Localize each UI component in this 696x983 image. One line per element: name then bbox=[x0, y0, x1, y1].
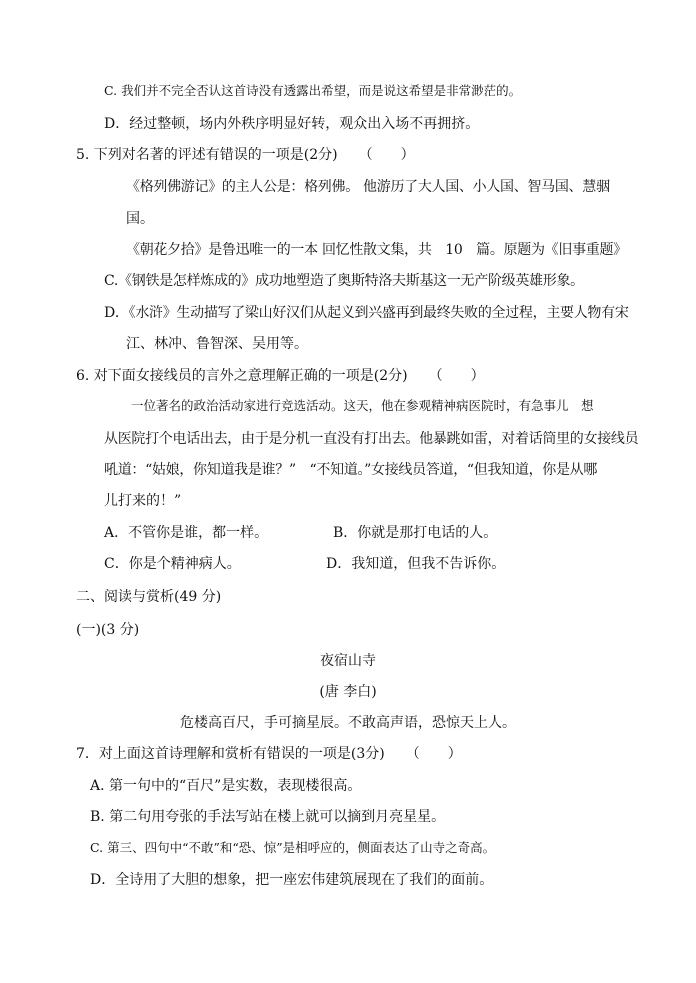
option-5a-line2: 国。 bbox=[126, 211, 154, 227]
question-7: 7．对上面这首诗理解和赏析有错误的一项是(3分) （ ） bbox=[76, 746, 462, 762]
subsection-1-heading: (一)(3 分) bbox=[76, 622, 140, 638]
question-5: 5. 下列对名著的评述有错误的一项是(2分) （ ） bbox=[76, 147, 415, 163]
option-5d-line1: D．《水浒》生动描写了梁山好汉们从起义到兴盛再到最终失败的全过程，主要人物有宋 bbox=[104, 305, 629, 321]
passage-6-line3: 吼道：“姑娘，你知道我是谁？” “不知道。”女接线员答道，“但我知道，你是从哪 bbox=[104, 462, 598, 478]
poem-title: 夜宿山寺 bbox=[320, 653, 376, 669]
passage-6-line1: 一位著名的政治活动家进行竞选活动。这天，他在参观精神病医院时，有急事儿 想 bbox=[131, 398, 594, 413]
poem-author: (唐 李白) bbox=[319, 684, 377, 700]
option-7b: B. 第二句用夸张的手法写站在楼上就可以摘到月亮星星。 bbox=[90, 809, 446, 825]
option-6c: C．你是个精神病人。 bbox=[104, 556, 241, 572]
question-6: 6. 对下面女接线员的言外之意理解正确的一项是(2分) （ ） bbox=[76, 368, 485, 384]
option-5c: C.《钢铁是怎样炼成的》成功地塑造了奥斯特洛夫斯基这一无产阶级英雄形象。 bbox=[104, 273, 584, 289]
option-5a-line1: 《格列佛游记》的主人公是：格列佛。 他游历了大人国、小人国、智马国、慧骃 bbox=[126, 179, 610, 195]
passage-6-line2: 从医院打个电话出去，由于是分机一直没有打出去。他暴跳如雷，对着话筒里的女接线员 bbox=[104, 431, 639, 447]
option-6d: D．我知道，但我不告诉你。 bbox=[326, 556, 506, 572]
option-7a: A. 第一句中的“百尺”是实数，表现楼很高。 bbox=[90, 778, 362, 794]
option-6b: B．你就是那打电话的人。 bbox=[333, 525, 498, 541]
option-5b: 《朝花夕拾》是鲁迅唯一的一本 回忆性散文集，共 10 篇。原题为《旧事重题》 bbox=[126, 242, 627, 258]
poem-body: 危楼高百尺，手可摘星辰。不敢高声语，恐惊天上人。 bbox=[180, 715, 516, 731]
passage-6-line4: 儿打来的！” bbox=[104, 493, 182, 509]
option-4c: C. 我们并不完全否认这首诗没有透露出希望，而是说这希望是非常渺茫的。 bbox=[104, 83, 522, 98]
option-7d: D．全诗用了大胆的想象，把一座宏伟建筑展现在了我们的面前。 bbox=[90, 872, 494, 888]
option-7c: C. 第三、四句中“不敢”和“恐、惊”是相呼应的，侧面表达了山寺之奇高。 bbox=[90, 840, 496, 855]
section-2-heading: 二、阅读与赏析(49 分) bbox=[76, 589, 222, 605]
option-6a: A．不管你是谁，都一样。 bbox=[104, 525, 269, 541]
option-4d: D．经过整顿，场内外秩序明显好转，观众出入场不再拥挤。 bbox=[104, 116, 480, 132]
option-5d-line2: 江、林冲、鲁智深、吴用等。 bbox=[126, 336, 308, 352]
